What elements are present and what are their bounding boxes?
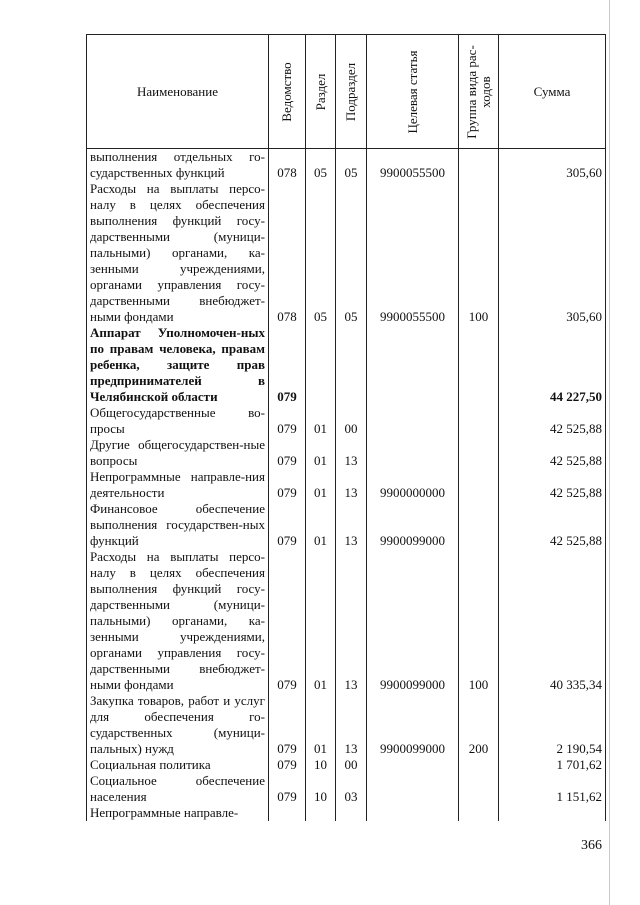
cell-target-article: 9900055500 [367, 181, 459, 325]
cell-target-article: 9900099000 [367, 501, 459, 549]
cell-target-article [367, 805, 459, 821]
header-section [306, 35, 336, 149]
header-department [269, 35, 306, 149]
cell-section [306, 805, 336, 821]
cell-subsection [336, 325, 367, 405]
cell-expense-group [459, 757, 499, 773]
cell-section: 01 [306, 469, 336, 501]
cell-department: 079 [269, 501, 306, 549]
header-name: Наименование [87, 35, 269, 149]
cell-section: 10 [306, 757, 336, 773]
header-target-article-label: Целевая статья [404, 49, 420, 134]
table-row [87, 549, 606, 693]
table-row [87, 149, 606, 182]
cell-name: выполнения отдельных го-сударственных функций [87, 149, 269, 182]
cell-expense-group: 100 [459, 181, 499, 325]
cell-amount: 42 525,88 [499, 469, 606, 501]
cell-target-article: 9900055500 [367, 149, 459, 182]
table-row [87, 693, 606, 757]
cell-amount: 44 227,50 [499, 325, 606, 405]
cell-department: 079 [269, 325, 306, 405]
cell-section: 01 [306, 501, 336, 549]
cell-target-article: 9900099000 [367, 549, 459, 693]
cell-expense-group: 100 [459, 549, 499, 693]
cell-expense-group: 200 [459, 693, 499, 757]
header-amount: Сумма [499, 35, 606, 149]
cell-subsection: 00 [336, 405, 367, 437]
cell-name: Другие общегосударствен-ные вопросы [87, 437, 269, 469]
table-header-row [87, 35, 606, 149]
cell-name: Аппарат Уполномочен-ных по правам человека, правам ребенка, защите прав предпринимателей в Челябинской области [87, 325, 269, 405]
cell-department: 079 [269, 437, 306, 469]
cell-expense-group [459, 773, 499, 805]
table-row [87, 469, 606, 501]
cell-expense-group [459, 405, 499, 437]
cell-amount: 305,60 [499, 181, 606, 325]
cell-name: Закупка товаров, работ и услуг для обеспечения го-сударственных (муници-пальных) нужд [87, 693, 269, 757]
cell-expense-group [459, 437, 499, 469]
cell-amount: 42 525,88 [499, 405, 606, 437]
cell-target-article [367, 773, 459, 805]
table-row [87, 773, 606, 805]
budget-table [86, 34, 606, 821]
header-expense-group [459, 35, 499, 149]
table-row [87, 757, 606, 773]
cell-amount: 40 335,34 [499, 549, 606, 693]
cell-subsection: 05 [336, 149, 367, 182]
cell-department: 079 [269, 469, 306, 501]
cell-subsection: 03 [336, 773, 367, 805]
cell-department: 078 [269, 149, 306, 182]
cell-amount: 42 525,88 [499, 501, 606, 549]
cell-department: 078 [269, 181, 306, 325]
header-subsection [336, 35, 367, 149]
cell-section: 10 [306, 773, 336, 805]
cell-subsection: 13 [336, 549, 367, 693]
page-edge-line [609, 0, 610, 905]
table-row [87, 405, 606, 437]
cell-expense-group [459, 501, 499, 549]
cell-section: 01 [306, 549, 336, 693]
cell-name: Общегосударственные во-просы [87, 405, 269, 437]
table-row [87, 501, 606, 549]
cell-target-article [367, 757, 459, 773]
cell-subsection: 13 [336, 501, 367, 549]
cell-department: 079 [269, 549, 306, 693]
cell-amount [499, 805, 606, 821]
cell-section: 01 [306, 693, 336, 757]
cell-amount: 2 190,54 [499, 693, 606, 757]
cell-subsection: 05 [336, 181, 367, 325]
cell-section: 01 [306, 437, 336, 469]
table-row [87, 325, 606, 405]
cell-department: 079 [269, 757, 306, 773]
cell-name: Социальная политика [87, 757, 269, 773]
header-section-label: Раздел [312, 73, 328, 110]
cell-section [306, 325, 336, 405]
cell-name: Расходы на выплаты персо-налу в целях обеспечения выполнения функций госу-дарственными (муници-пальными) органами, ка-зенными учреждениями, органами управления госу-дарственными внебюджет-ными фондами [87, 549, 269, 693]
cell-subsection: 00 [336, 757, 367, 773]
cell-target-article [367, 405, 459, 437]
cell-name: Непрограммные направле-ния деятельности [87, 469, 269, 501]
cell-amount: 42 525,88 [499, 437, 606, 469]
cell-expense-group [459, 149, 499, 182]
cell-amount: 1 151,62 [499, 773, 606, 805]
header-expense-group-label: Группа вида рас-ходов [463, 44, 493, 139]
cell-subsection: 13 [336, 437, 367, 469]
header-subsection-label: Подраздел [343, 62, 358, 121]
cell-section: 05 [306, 149, 336, 182]
table-row [87, 437, 606, 469]
cell-name: Социальное обеспечение населения [87, 773, 269, 805]
cell-department: 079 [269, 405, 306, 437]
cell-target-article: 9900000000 [367, 469, 459, 501]
cell-department: 079 [269, 693, 306, 757]
cell-target-article: 9900099000 [367, 693, 459, 757]
table-body [87, 149, 606, 822]
table-row [87, 181, 606, 325]
cell-amount: 305,60 [499, 149, 606, 182]
cell-department: 079 [269, 773, 306, 805]
cell-expense-group [459, 325, 499, 405]
cell-department [269, 805, 306, 821]
cell-expense-group [459, 469, 499, 501]
cell-name: Непрограммные направле- [87, 805, 269, 821]
cell-subsection: 13 [336, 693, 367, 757]
cell-section: 05 [306, 181, 336, 325]
header-target-article [367, 35, 459, 149]
cell-amount: 1 701,62 [499, 757, 606, 773]
cell-name: Финансовое обеспечение выполнения государствен-ных функций [87, 501, 269, 549]
page-number: 366 [581, 838, 602, 853]
cell-expense-group [459, 805, 499, 821]
cell-target-article [367, 437, 459, 469]
cell-subsection [336, 805, 367, 821]
header-department-label: Ведомство [279, 61, 294, 122]
cell-section: 01 [306, 405, 336, 437]
cell-name: Расходы на выплаты персо-налу в целях обеспечения выполнения функций госу-дарственными (муници-пальными) органами, ка-зенными учреждениями, органами управления госу-дарственными внебюджет-ными фондами [87, 181, 269, 325]
cell-subsection: 13 [336, 469, 367, 501]
table-row [87, 805, 606, 821]
cell-target-article [367, 325, 459, 405]
